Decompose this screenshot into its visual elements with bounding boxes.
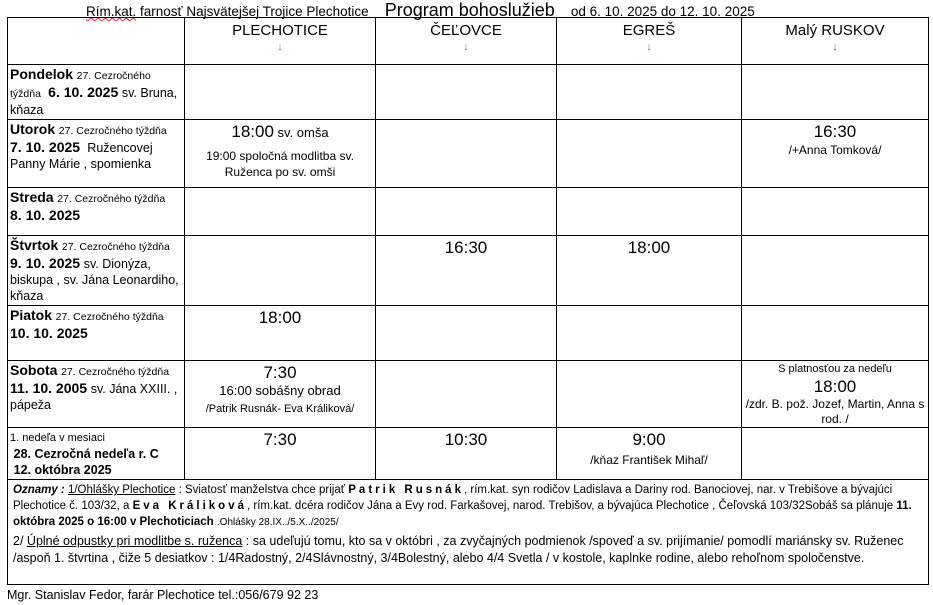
mass-cell: 16:30 — [376, 236, 557, 306]
day-cell: Sobota 27. Cezročného týždňa 11. 10. 2005 sv. Jána XXIII. , pápeža — [8, 361, 185, 428]
bride-name: Eva Králiková — [132, 500, 247, 512]
mass-cell: 16:30 /+Anna Tomková/ — [742, 120, 929, 188]
day-cell: 1. nedeľa v mesiaci 28. Cezročná nedeľa r. C 12. októbra 2025 — [8, 428, 185, 480]
row-saturday — [8, 361, 929, 428]
row-sunday — [8, 428, 929, 480]
arrow-down-icon: ↓ — [277, 41, 283, 53]
notes-cell: Oznamy : 1/Ohlášky Plechotice : Sviatosť manželstva chce prijať Patrik Rusnák, rím.kat. syn rodičov Ladislava a Dariny rod. Banociovej, nar. v Trebišove a bývajúci Plechotice č. 103/32, a Eva Králiková, rím.kat. dcéra rodičov Jána a Evy rod. Farkašovej, narod. Trebišov, a bývajúca Plechotice , Čeľovská 103/32Sobáš sa plánuje 11. októbra 2025 o 16:00 v Plechoticiach .Ohlášky 28.IX../5.X../2025/ 2/ Úplné odpustky pri modlitbe s. ruženca : sa udeľujú tomu, kto sa v októbri , za zvyčajných podmienok /spoveď a sv. prijímanie/ pomodlí mariánsky sv. Ruženec /aspoň 1. štvrtina , čiže 5 desiatkov : 1/4Radostný, 2/4Slávnostný, 3/4Bolestný, alebo 4/4 Svetla / v kostole, kaplnke rodine, alebo rehoľnom spoločenstve. — [8, 480, 929, 585]
mass-cell: 7:30 16:00 sobášny obrad /Patrik Rusnák- Eva Králiková/ — [185, 361, 376, 428]
groom-name: Patrik Rusnák — [348, 484, 464, 496]
row-tuesday — [8, 120, 929, 188]
mass-cell: 18:00 — [185, 306, 376, 361]
notice-title: 1/Ohlášky Plechotice — [67, 484, 176, 496]
day-cell: Pondelok 27. Cezročného týždňa 6. 10. 2025 sv. Bruna, kňaza — [8, 65, 185, 120]
row-friday — [8, 306, 929, 361]
day-cell: Utorok 27. Cezročného týždňa 7. 10. 2025 Ružencovej Panny Márie , spomienka — [8, 120, 185, 188]
mass-cell: 9:00 /kňaz František Mihaľ/ — [557, 428, 742, 480]
arrow-down-icon: ↓ — [832, 41, 838, 53]
col-egres: EGREŠ ↓ — [557, 18, 742, 65]
program-title: Program bohoslužieb — [384, 0, 555, 20]
col-maly-ruskov: Malý RUSKOV ↓ — [742, 18, 929, 65]
mass-cell: 7:30 — [185, 428, 376, 480]
mass-cell: 18:00 — [557, 236, 742, 306]
mass-cell: S platnosťou za nedeľu 18:00 /zdr. B. pož. Jozef, Martin, Anna s rod. / — [742, 361, 929, 428]
column-header-row — [8, 18, 929, 65]
col-plechotice: PLECHOTICE ↓ — [185, 18, 376, 65]
schedule-table — [7, 17, 929, 585]
indulgence-title: Úplné odpustky pri modlitbe s. ruženca — [26, 534, 243, 548]
program-period: od 6. 10. 2025 do 12. 10. 2025 — [570, 4, 755, 19]
col-celovce: ČEĽOVCE ↓ — [376, 18, 557, 65]
mass-cell: 10:30 — [376, 428, 557, 480]
row-wednesday — [8, 188, 929, 236]
corner-cell — [8, 18, 185, 65]
footer-signature: Mgr. Stanislav Fedor, farár Plechotice tel.:056/679 92 23 — [7, 588, 319, 602]
document-header — [86, 0, 931, 18]
wedding-date: 11. októbra 2025 o 16:00 v Plechoticiach — [13, 500, 912, 528]
parish-name: Rím.kat. farnosť Najsvätejšej Trojice Plechotice — [86, 4, 369, 19]
row-thursday — [8, 236, 929, 306]
day-cell: Piatok 27. Cezročného týždňa 10. 10. 2025 — [8, 306, 185, 361]
row-monday — [8, 65, 929, 120]
arrow-down-icon: ↓ — [646, 41, 652, 53]
day-cell: Streda 27. Cezročného týždňa 8. 10. 2025 — [8, 188, 185, 236]
mass-cell: 18:00 sv. omša 19:00 spoločná modlitba sv. Ruženca po sv. omši — [185, 120, 376, 188]
notes-row — [8, 480, 929, 585]
day-cell: Štvrtok 27. Cezročného týždňa 9. 10. 2025 sv. Dionýza, biskupa , sv. Jána Leonardiho, kňaza — [8, 236, 185, 306]
arrow-down-icon: ↓ — [463, 41, 469, 53]
